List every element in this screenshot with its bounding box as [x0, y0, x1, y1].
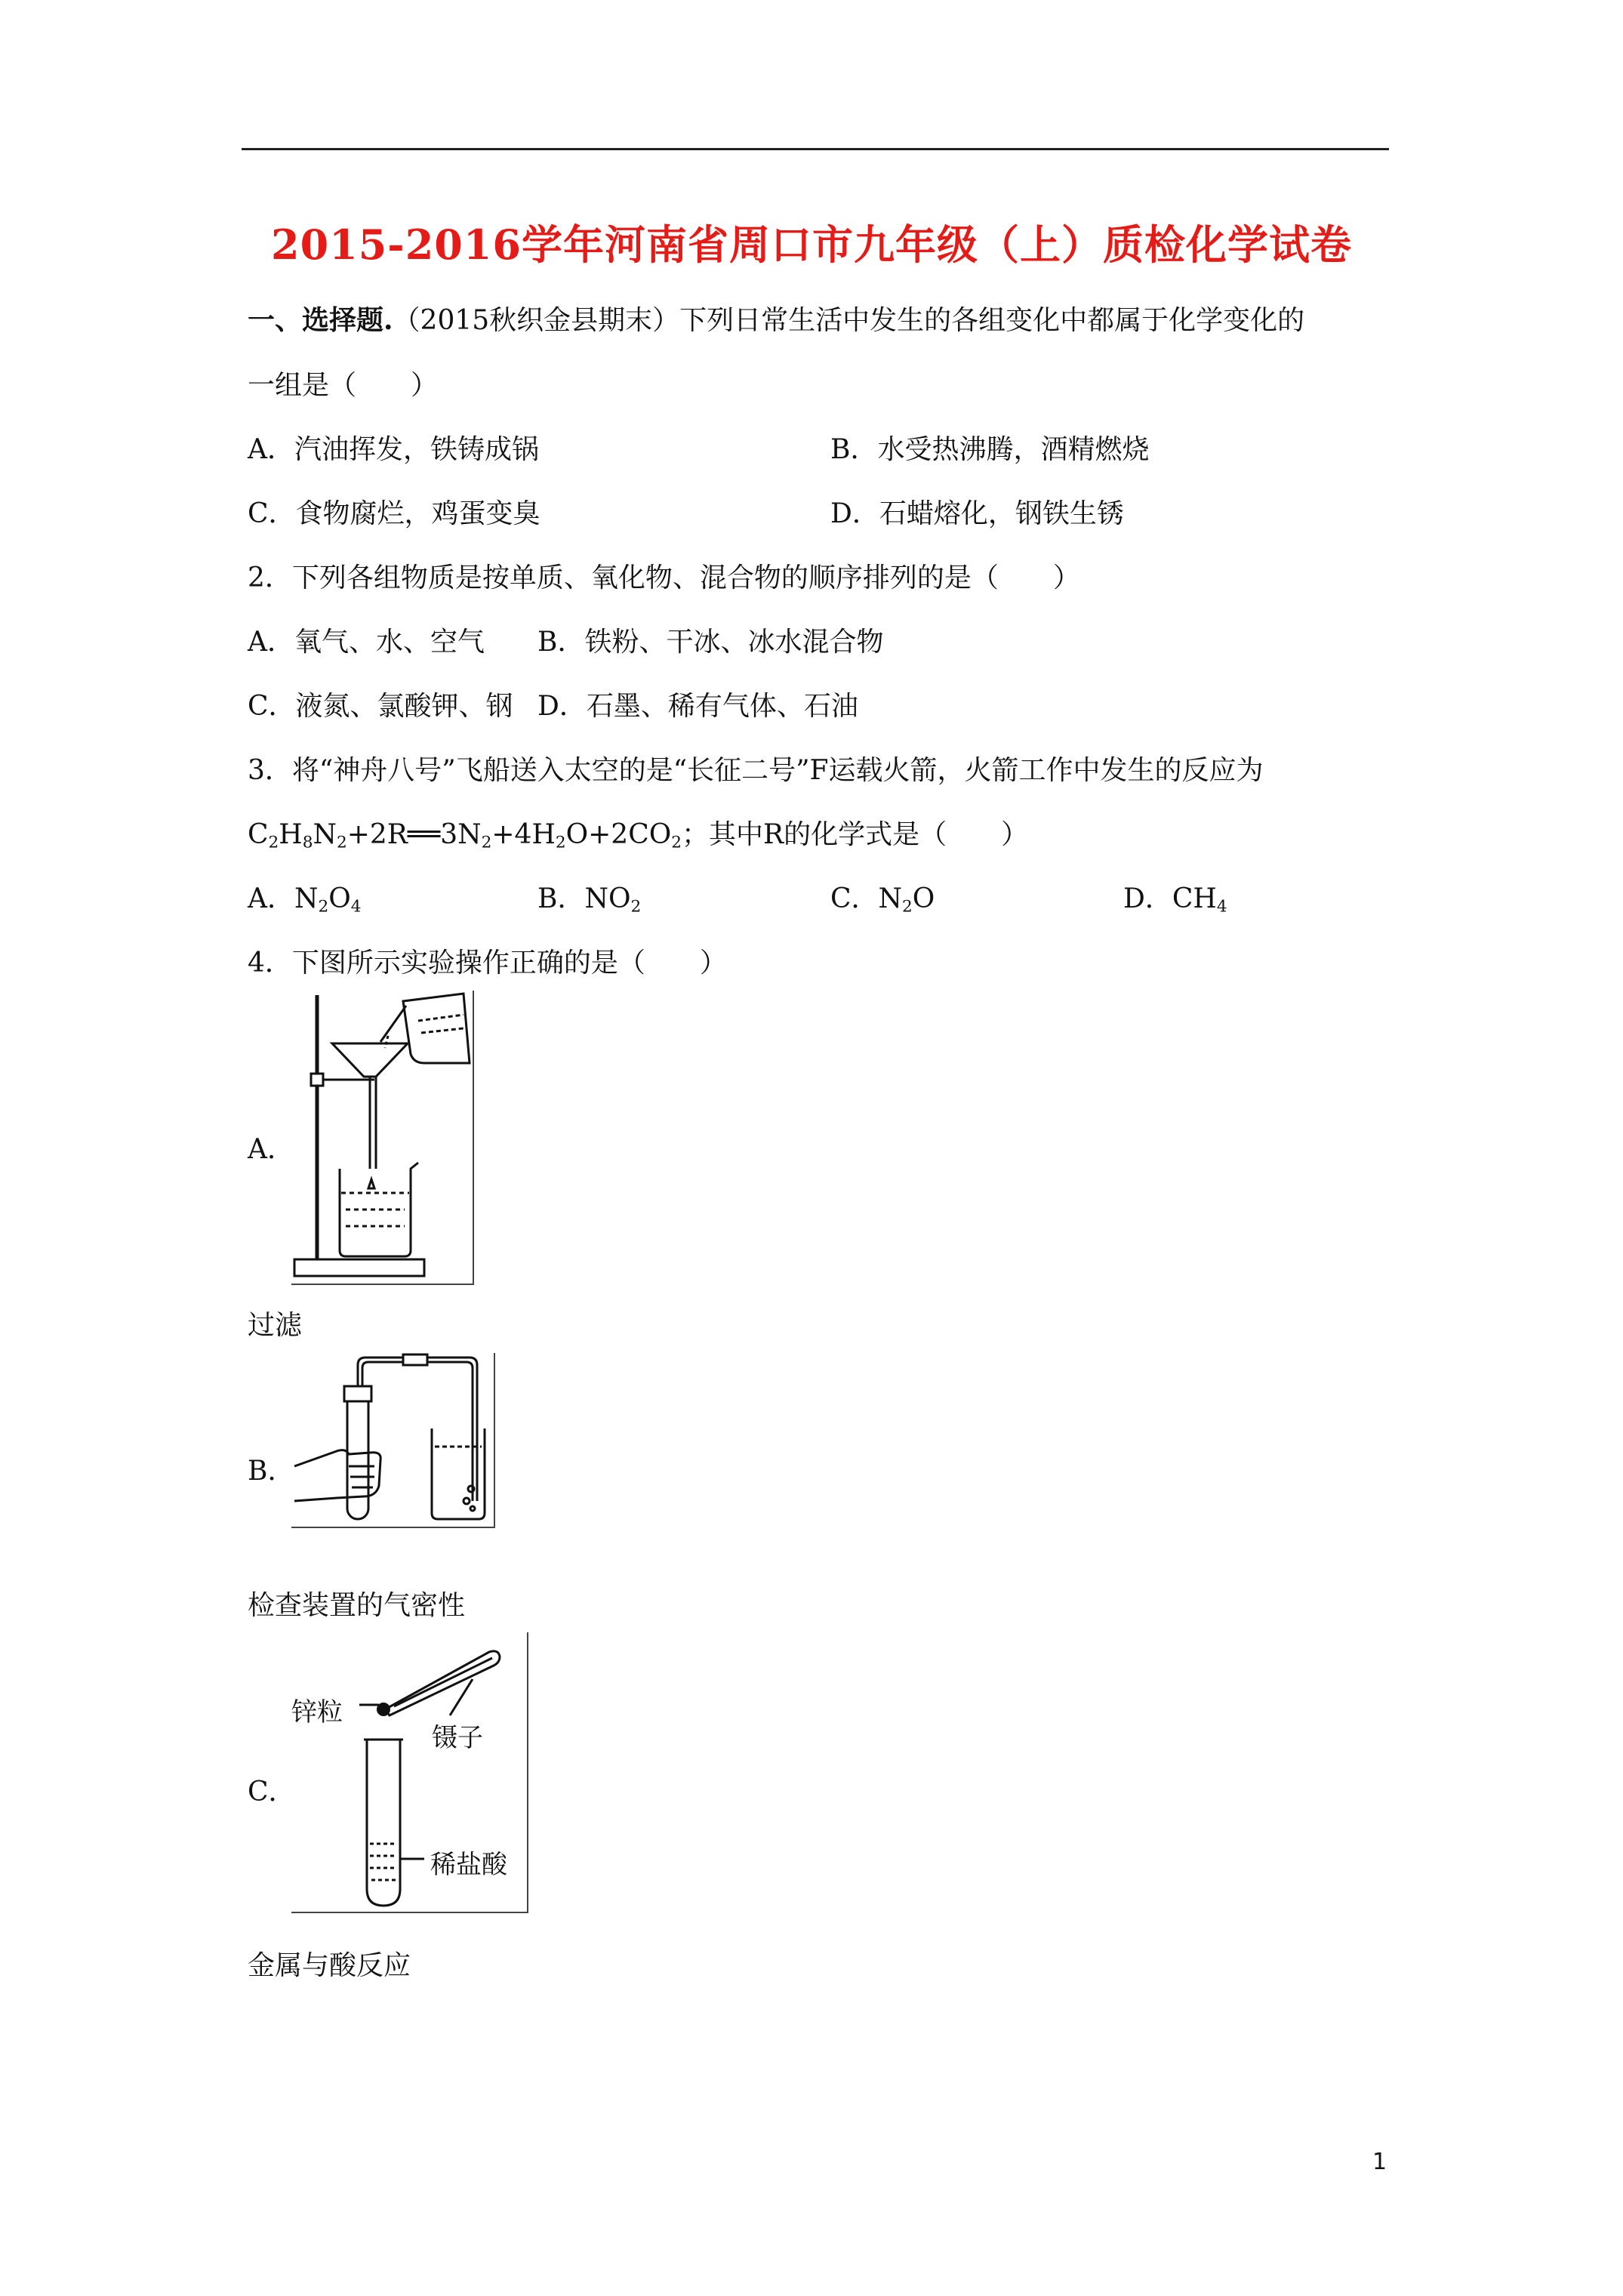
page-number: 1 — [1372, 2149, 1387, 2175]
q3-option-d: D．$CH_4$ — [1123, 883, 1227, 917]
q4-figure-b-caption: 检查装置的气密性 — [248, 1590, 466, 1621]
q4-figure-b-letter: B． — [248, 1456, 295, 1487]
q4-stem: 4．下图所示实验操作正确的是（ ） — [248, 948, 727, 978]
q3-option-c: C．$N_2O$ — [830, 883, 935, 917]
filtration-apparatus-icon — [291, 991, 473, 1284]
q4-figure-c-letter: C． — [248, 1777, 296, 1808]
zinc-label: 锌粒 — [291, 1697, 343, 1727]
q3-option-a: A．$N_2O_4$ — [248, 883, 362, 917]
airtightness-apparatus-icon — [291, 1353, 494, 1527]
q2-stem: 2．下列各组物质是按单质、氧化物、混合物的顺序排列的是（ ） — [248, 562, 1080, 593]
q1-option-a: A．汽油挥发，铁铸成锅 — [248, 434, 539, 465]
q4-figure-c-caption: 金属与酸反应 — [248, 1950, 411, 1981]
q1-option-b: B．水受热沸腾，酒精燃烧 — [830, 434, 1150, 465]
top-rule — [242, 148, 1389, 150]
q1-stem-line1: 一、选择题.（2015秋织金县期末）下列日常生活中发生的各组变化中都属于化学变化的 — [248, 304, 1305, 336]
q3-option-b: B．$NO_2$ — [537, 883, 642, 917]
q4-figure-a-letter: A． — [248, 1134, 294, 1165]
airtightness-figure — [291, 1353, 495, 1528]
q1-stem-line2: 一组是（ ） — [248, 370, 439, 401]
filtration-figure — [291, 991, 474, 1285]
q2-option-d: D．石墨、稀有气体、石油 — [537, 691, 858, 722]
acid-label: 稀盐酸 — [430, 1850, 507, 1880]
q2-option-c: C．液氮、氯酸钾、钢 — [248, 691, 513, 722]
q4-figure-a-caption: 过滤 — [248, 1310, 303, 1341]
section-heading: 一、选择题. — [248, 304, 393, 336]
q1-option-d: D．石蜡熔化，钢铁生锈 — [830, 498, 1124, 529]
q2-option-a: A．氧气、水、空气 — [248, 627, 485, 658]
page-title: 2015-2016学年河南省周口市九年级（上）质检化学试卷 — [271, 220, 1352, 269]
metal-acid-figure — [291, 1632, 528, 1913]
q1-option-c: C．食物腐烂，鸡蛋变臭 — [248, 498, 540, 529]
q3-stem-line1: 3．将“神舟八号”飞船送入太空的是“长征二号”F运载火箭，火箭工作中发生的反应为 — [248, 755, 1264, 786]
tweezers-label: 镊子 — [432, 1723, 483, 1753]
q3-equation: $C_2H_8N_2+2R══3N_2+4H_2O+2CO_2$；其中R的化学式是（ ） — [248, 819, 1029, 852]
q2-option-b: B．铁粉、干冰、冰水混合物 — [537, 627, 884, 658]
